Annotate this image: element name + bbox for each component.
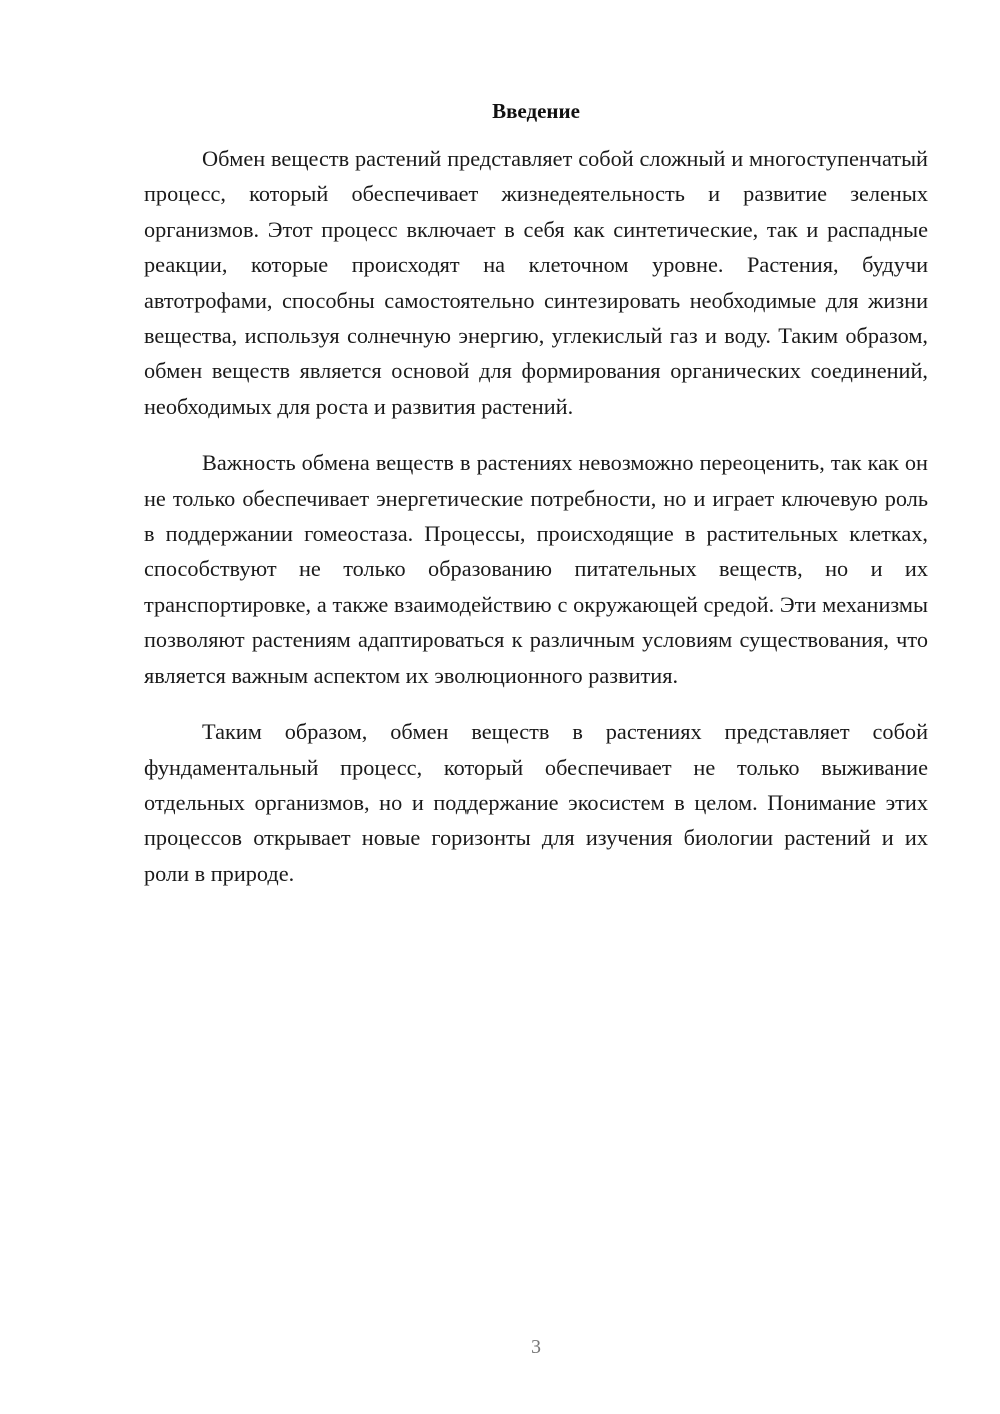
body-text [144, 141, 928, 912]
paragraph-2: Важность обмена веществ в растениях невозможно переоценить, так как он не только обеспечивает энергетические потребности, но и играет ключевую роль в поддержании гомеостаза. Процессы, происходящие в растительных клетках, способствуют не только образованию питательных веществ, но и их транспортировке, а также взаимодействию с окружающей средой. Эти механизмы позволяют растениям адаптироваться к различным условиям существования, что является важным аспектом их эволюционного развития. [144, 450, 928, 688]
page-number: 3 [531, 1336, 541, 1358]
section-heading: Введение [492, 99, 580, 123]
paragraph-1: Обмен веществ растений представляет собой сложный и многоступенчатый процесс, который обеспечивает жизнедеятельность и развитие зеленых организмов. Этот процесс включает в себя как синтетические, так и распадные реакции, которые происходят на клеточном уровне. Растения, будучи автотрофами, способны самостоятельно синтезировать необходимые для жизни вещества, используя солнечную энергию, углекислый газ и воду. Таким образом, обмен веществ является основой для формирования органических соединений, необходимых для роста и развития растений. [144, 146, 928, 419]
paragraph-3: Таким образом, обмен веществ в растениях представляет собой фундаментальный процесс, который обеспечивает не только выживание отдельных организмов, но и поддержание экосистем в целом. Понимание этих процессов открывает новые горизонты для изучения биологии растений и их роли в природе. [144, 719, 928, 886]
